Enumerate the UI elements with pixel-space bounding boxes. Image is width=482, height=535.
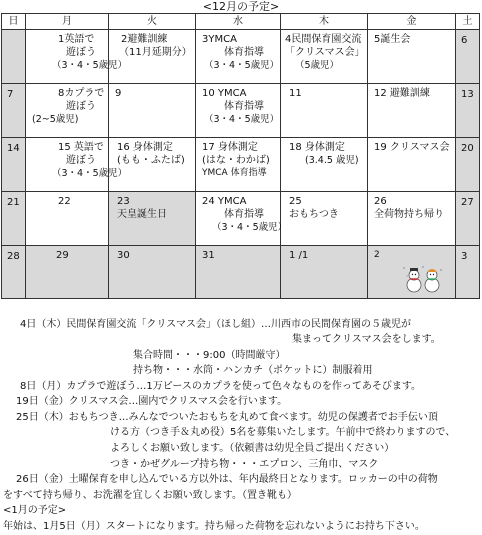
note-line: 26日（金）土曜保育を申し込んでいる方以外は、年内最終日となります。ロッカーの中の荷物 bbox=[16, 474, 438, 485]
day-text: （5歳児） bbox=[295, 60, 340, 71]
snowman-icon bbox=[407, 268, 421, 292]
day-cell bbox=[2, 30, 26, 84]
day-text: （3・4・5歳児） bbox=[52, 168, 128, 179]
day-cell bbox=[368, 246, 456, 299]
day-cell bbox=[281, 192, 368, 246]
note-line: 4日（木）民間保育園交流「クリスマス会」（ほし組）…川西市の民間保育園の５歳児が bbox=[20, 319, 411, 330]
week-row bbox=[2, 246, 480, 299]
day-cell bbox=[368, 192, 456, 246]
day-text: 1英語で bbox=[58, 34, 95, 45]
day-cell bbox=[281, 246, 368, 299]
day-cell bbox=[196, 138, 281, 192]
weekday-wed: 水 bbox=[196, 14, 281, 30]
day-cell bbox=[196, 84, 281, 138]
day-text: （3・4・5歳児） bbox=[204, 114, 280, 125]
day-text: (3.4.5 歳児) bbox=[305, 155, 359, 166]
note-line: 年始は、1月5日（月）スタートになります。持ち帰った荷物を忘れないようにお持ち下さい。 bbox=[3, 521, 425, 532]
day-text: 2避難訓練 bbox=[121, 34, 168, 45]
day-text: 体育指導 bbox=[224, 209, 264, 220]
day-text: 3YMCA bbox=[202, 34, 237, 45]
day-cell bbox=[456, 84, 480, 138]
section-heading: <1月の予定> bbox=[3, 505, 67, 516]
day-cell bbox=[26, 138, 128, 192]
day-text: 3 bbox=[461, 251, 468, 262]
day-text: 13 bbox=[461, 89, 474, 100]
day-text: 6 bbox=[461, 35, 468, 46]
day-text: (2~5歳児) bbox=[32, 114, 79, 125]
week-row bbox=[2, 192, 480, 246]
weekday-fri: 金 bbox=[368, 14, 456, 30]
day-cell bbox=[456, 192, 480, 246]
note-line: 集合時間・・・9:00（時間厳守） bbox=[133, 350, 286, 361]
day-cell bbox=[281, 138, 368, 192]
day-text: （3・4・5歳児） bbox=[204, 60, 280, 71]
day-cell bbox=[368, 84, 456, 138]
day-text: 8カプラで bbox=[58, 88, 105, 99]
note-line: 25日（木）おもちつき…みんなでついたおもちを丸めて食べます。幼児の保護者でお手伝い頂 bbox=[16, 412, 438, 423]
day-text: 26 bbox=[374, 196, 387, 207]
day-text: 24 YMCA bbox=[202, 196, 247, 207]
day-text: (もも・ふたば) bbox=[117, 155, 185, 166]
note-line: つき・かぜグループ持ち物・・・エプロン、三角巾、マスク bbox=[110, 459, 379, 470]
holiday-label: 天皇誕生日 bbox=[117, 209, 167, 220]
day-text: 体育指導 bbox=[224, 47, 264, 58]
day-text: 遊ぼう bbox=[66, 47, 96, 58]
day-text: 遊ぼう bbox=[66, 101, 96, 112]
day-cell bbox=[2, 246, 26, 299]
day-text: 2 bbox=[374, 250, 380, 260]
day-cell bbox=[2, 192, 26, 246]
note-line: ける方（つき手＆丸め役）5名を募集いたします。午前中で終わりますので、 bbox=[110, 427, 456, 438]
weekday-sat: 土 bbox=[456, 14, 480, 30]
day-cell bbox=[109, 138, 196, 192]
day-text: (はな・わかば) bbox=[202, 155, 270, 166]
day-cell bbox=[109, 192, 196, 246]
day-text: 遊ぼう bbox=[66, 155, 96, 166]
day-text: 11 bbox=[289, 88, 302, 99]
day-text: 15 英語で bbox=[58, 142, 104, 153]
weekday-tue: 火 bbox=[109, 14, 196, 30]
page-title: <12月の予定> bbox=[202, 0, 280, 13]
day-text: 体育指導 bbox=[224, 101, 264, 112]
day-text: （3・4・5歳児） bbox=[52, 60, 128, 71]
day-cell bbox=[109, 30, 196, 84]
day-cell bbox=[196, 30, 281, 84]
note-line: 19日（金）クリスマス会…園内でクリスマス会を行います。 bbox=[16, 396, 288, 407]
day-cell bbox=[281, 30, 368, 84]
weekday-mon: 月 bbox=[26, 14, 109, 30]
note-line: 集まってクリスマス会をします。 bbox=[292, 334, 441, 345]
day-text: 5誕生会 bbox=[374, 34, 411, 45]
day-text: 18 身体測定 bbox=[289, 142, 345, 153]
week-row bbox=[2, 30, 480, 84]
day-cell bbox=[109, 84, 196, 138]
note-line: 8日（月）カプラで遊ぼう…1万ピースのカプラを使って色々なものを作ってあそびます。 bbox=[20, 381, 422, 392]
day-text: 14 bbox=[7, 143, 20, 154]
note-line: をすべて持ち帰り、お洗濯を宜しくお願い致します。（置き靴も） bbox=[3, 490, 297, 501]
weekday-thu: 木 bbox=[281, 14, 368, 30]
day-text: 全荷物持ち帰り bbox=[374, 209, 444, 220]
day-cell bbox=[456, 246, 480, 299]
day-text: 「クリスマス会」 bbox=[285, 47, 365, 58]
snowman-icon bbox=[425, 269, 439, 292]
day-cell bbox=[26, 192, 109, 246]
weekday-header-row bbox=[2, 14, 480, 30]
day-cell bbox=[196, 246, 281, 299]
day-text: 19 クリスマス会 bbox=[374, 142, 450, 153]
day-text: 1 /1 bbox=[289, 250, 309, 261]
day-text: 20 bbox=[461, 143, 474, 154]
calendar-table bbox=[1, 13, 480, 299]
day-text: 27 bbox=[461, 197, 474, 208]
day-text: 4民間保育園交流 bbox=[285, 34, 362, 45]
day-cell bbox=[2, 138, 26, 192]
day-text: 28 bbox=[7, 251, 20, 262]
day-text: 30 bbox=[117, 250, 130, 261]
day-text: 17 身体測定 bbox=[202, 142, 258, 153]
day-text: （3・4・5歳児） bbox=[212, 222, 288, 233]
weekday-sun: 日 bbox=[2, 14, 26, 30]
day-cell bbox=[26, 84, 109, 138]
day-text: 31 bbox=[202, 250, 215, 261]
day-cell bbox=[456, 138, 480, 192]
day-cell bbox=[281, 84, 368, 138]
day-text: おもちつき bbox=[289, 209, 339, 220]
day-text: 25 bbox=[289, 196, 302, 207]
day-text: 21 bbox=[7, 197, 20, 208]
day-cell bbox=[2, 84, 26, 138]
note-line: よろしくお願い致します。（依頼書は幼児全員ご提出ください） bbox=[110, 443, 395, 454]
day-text: 29 bbox=[56, 250, 69, 261]
day-text: 16 身体測定 bbox=[117, 142, 173, 153]
day-cell bbox=[196, 192, 288, 246]
day-text: 12 避難訓練 bbox=[374, 88, 430, 99]
day-text: YMCA 体育指導 bbox=[202, 168, 267, 178]
note-line: 持ち物・・・水筒・ハンカチ（ポケットに）制服着用 bbox=[133, 365, 373, 376]
day-text: 22 bbox=[58, 196, 71, 207]
day-text: 23 bbox=[117, 196, 130, 207]
day-cell bbox=[26, 30, 128, 84]
day-cell bbox=[26, 246, 109, 299]
snowman-illustration bbox=[401, 264, 445, 294]
day-text: 9 bbox=[115, 88, 122, 99]
day-text: 7 bbox=[7, 89, 14, 100]
day-cell bbox=[456, 30, 480, 84]
day-cell bbox=[368, 30, 456, 84]
week-row bbox=[2, 138, 480, 192]
day-text: （11月延期分） bbox=[119, 47, 192, 58]
week-row bbox=[2, 84, 480, 138]
day-text: 10 YMCA bbox=[202, 88, 247, 99]
day-cell bbox=[368, 138, 456, 192]
day-cell bbox=[109, 246, 196, 299]
